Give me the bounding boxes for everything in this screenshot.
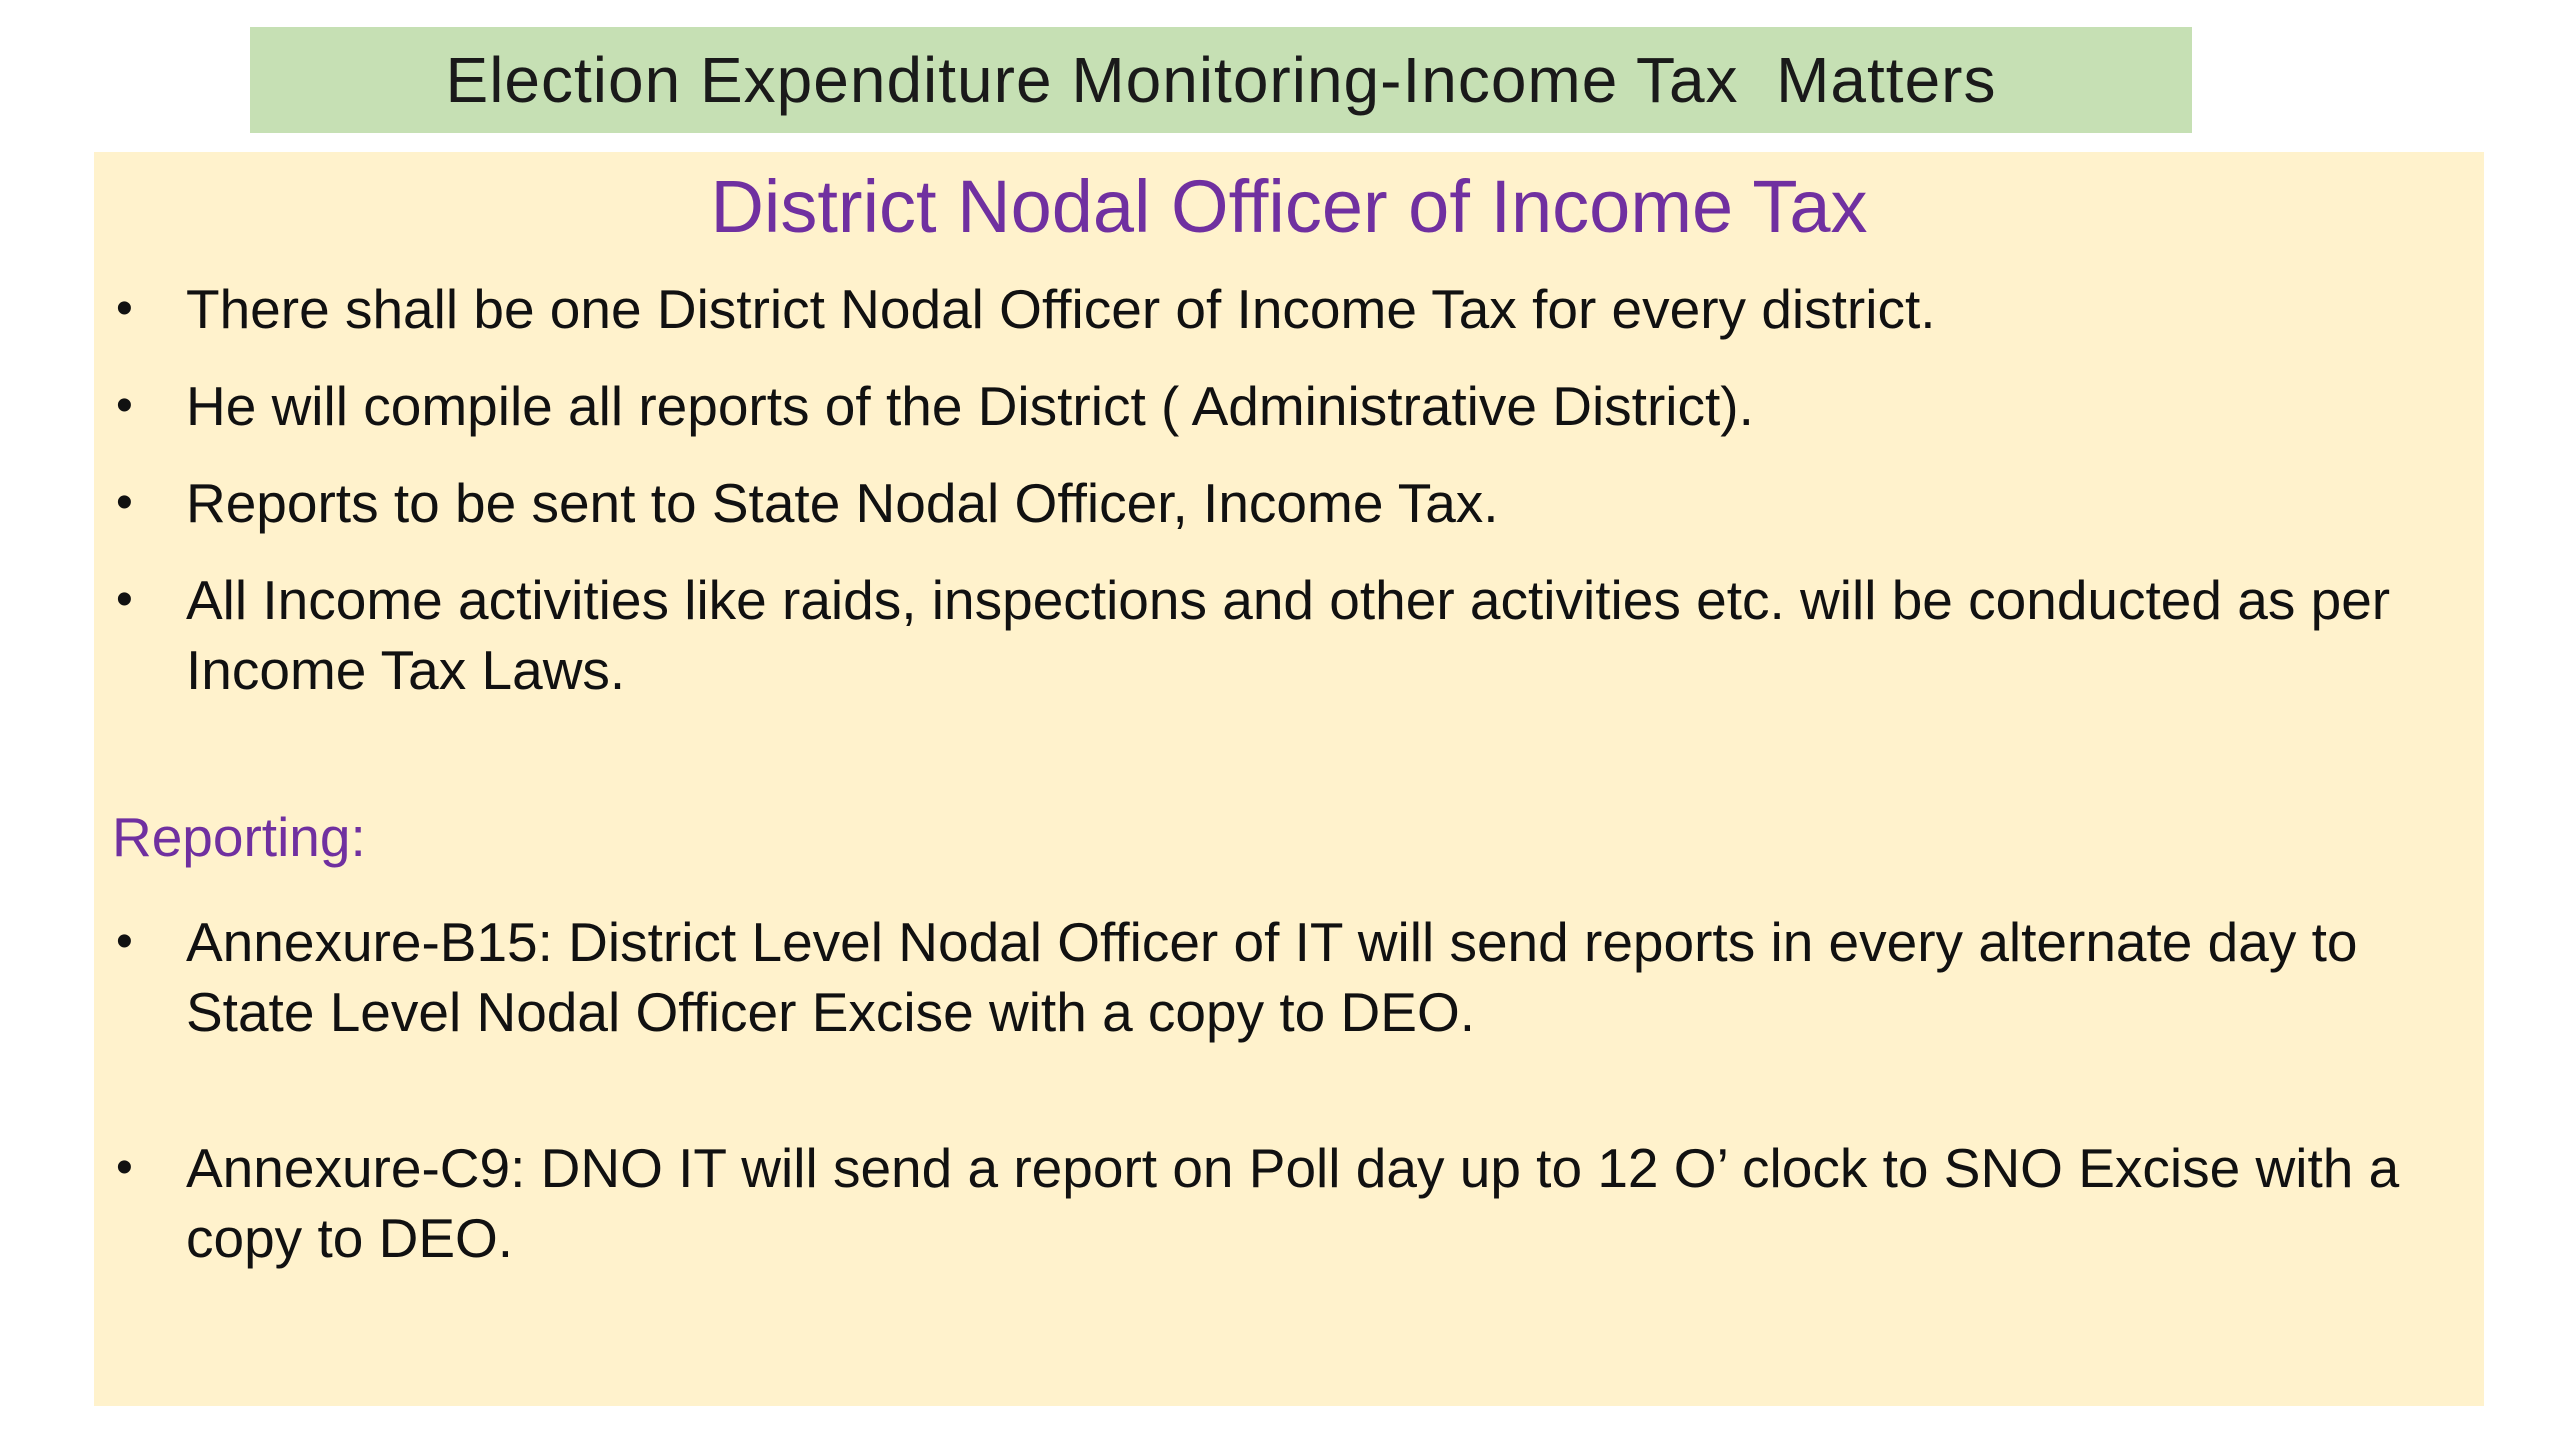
banner-title: Election Expenditure Monitoring-Income Tax Matters: [445, 44, 1997, 116]
bullet-icon: •: [116, 1141, 133, 1194]
bullet-icon: •: [116, 476, 133, 529]
bullet-icon: •: [116, 915, 133, 968]
list-item: [94, 468, 2484, 538]
list-item: [94, 274, 2484, 344]
slide-title: District Nodal Officer of Income Tax: [710, 165, 1868, 248]
list-item: [94, 1133, 2484, 1273]
bullet-text: Annexure-B15: District Level Nodal Officer of IT will send reports in every alternate day to State Level Nodal Officer Excise with a copy to DEO.: [186, 911, 2358, 1043]
main-bullet-list: [94, 274, 2484, 732]
reporting-heading: Reporting:: [112, 806, 366, 868]
top-banner: [250, 27, 2192, 133]
content-panel: [94, 152, 2484, 1406]
bullet-text: Annexure-C9: DNO IT will send a report on Poll day up to 12 O’ clock to SNO Excise with a copy to DEO.: [186, 1137, 2400, 1269]
bullet-text: Reports to be sent to State Nodal Officer, Income Tax.: [186, 472, 1499, 534]
list-item: [94, 907, 2484, 1047]
bullet-text: There shall be one District Nodal Officer of Income Tax for every district.: [186, 278, 1936, 340]
reporting-bullet-list: [94, 907, 2484, 1359]
list-item: [94, 565, 2484, 705]
bullet-text: He will compile all reports of the District ( Administrative District).: [186, 375, 1754, 437]
bullet-text: All Income activities like raids, inspections and other activities etc. will be conducted as per Income Tax Laws.: [186, 569, 2391, 701]
list-item: [94, 371, 2484, 441]
bullet-icon: •: [116, 282, 133, 335]
bullet-icon: •: [116, 379, 133, 432]
bullet-icon: •: [116, 573, 133, 626]
